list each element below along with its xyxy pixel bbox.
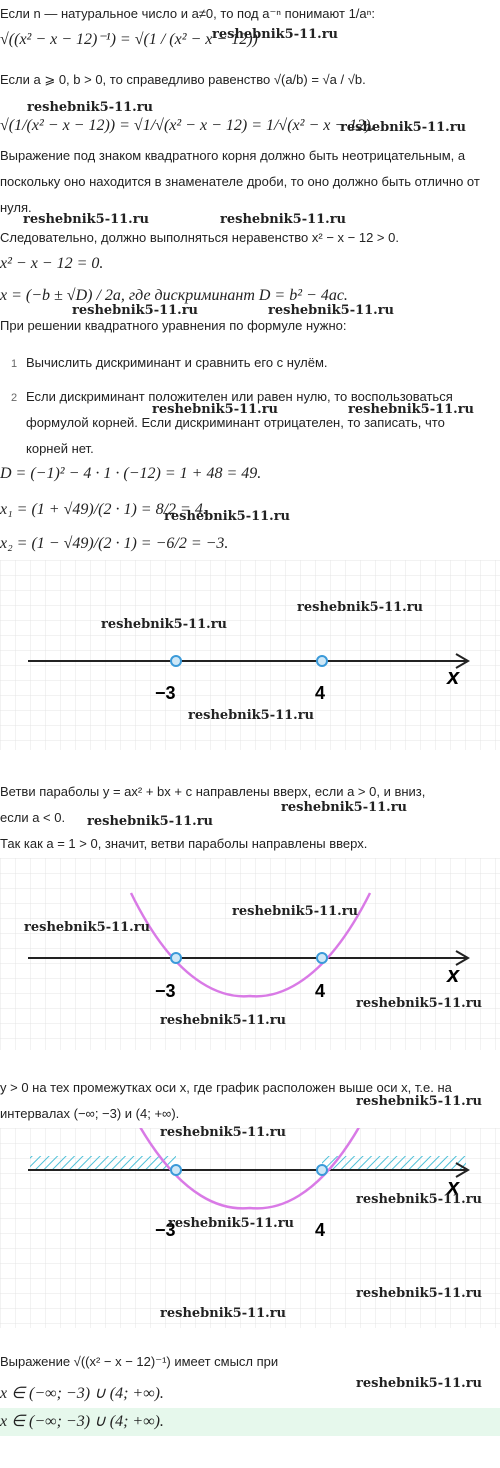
root-x2-calc: x₂ = (1 − √49)/(2 · 1) = −6/2 = −3.	[0, 535, 229, 552]
watermark: reshebnik5-11.ru	[160, 1125, 287, 1140]
watermark: reshebnik5-11.ru	[164, 509, 291, 524]
label-minus-3: −3	[155, 683, 176, 703]
point-4	[317, 656, 327, 666]
positive-rule-1: y > 0 на тех промежутках оси x, где график расположен выше оси x, т.е. на	[0, 1080, 452, 1095]
point-minus-3	[171, 656, 181, 666]
label-minus-3: −3	[155, 981, 176, 1001]
root-x1-calc: x₁ = (1 + √49)/(2 · 1) = 8/2 = 4.	[0, 501, 207, 518]
step-1-number: 1	[11, 358, 18, 370]
point-4	[317, 1165, 327, 1175]
watermark: reshebnik5-11.ru	[212, 27, 339, 42]
watermark: reshebnik5-11.ru	[356, 1094, 483, 1109]
watermark: reshebnik5-11.ru	[356, 1376, 483, 1391]
positive-rule-2: интервалах (−∞; −3) и (4; +∞).	[0, 1106, 180, 1121]
expression-rewrite: √((x² − x − 12)⁻¹) = √(1 / (x² − x − 12))	[0, 31, 258, 48]
step-2-number: 2	[11, 392, 18, 404]
inequality-intro: Следовательно, должно выполняться неравенство x² − x − 12 > 0.	[0, 230, 399, 245]
watermark: reshebnik5-11.ru	[356, 1286, 483, 1301]
root-rule-apply: √(1/(x² − x − 12)) = √1/√(x² − x − 12) = 1/√(x² − x − 12).	[0, 117, 375, 134]
watermark: reshebnik5-11.ru	[356, 996, 483, 1011]
answer-text: x ∈ (−∞; −3) ∪ (4; +∞).	[0, 1413, 164, 1430]
label-4: 4	[315, 981, 326, 1001]
label-4: 4	[315, 1220, 326, 1240]
axis-label-x: x	[447, 962, 460, 987]
step-1-text: Вычислить дискриминант и сравнить его с нулём.	[26, 355, 328, 370]
watermark: reshebnik5-11.ru	[340, 120, 467, 135]
watermark: reshebnik5-11.ru	[24, 920, 151, 935]
explanation-text: Выражение под знаком квадратного корня должно быть неотрицательным, а поскольку оно находится в знаменателе дроби, то оно должно быть отлично от нуля.	[0, 148, 480, 215]
watermark: reshebnik5-11.ru	[160, 1013, 287, 1028]
watermark: reshebnik5-11.ru	[101, 617, 228, 632]
watermark: reshebnik5-11.ru	[152, 402, 279, 417]
roots-formula: x = (−b ± √D) / 2a, где дискриминант D = b² − 4ac.	[0, 287, 348, 304]
point-minus-3	[171, 1165, 181, 1175]
watermark: reshebnik5-11.ru	[356, 1192, 483, 1207]
root-rule-intro: Если a ⩾ 0, b > 0, то справедливо равенство √(a/b) = √a / √b.	[0, 72, 366, 87]
hatched-interval-left	[30, 1156, 176, 1170]
solution-set: x ∈ (−∞; −3) ∪ (4; +∞).	[0, 1385, 164, 1402]
solve-intro: При решении квадратного уравнения по формуле нужно:	[0, 318, 347, 333]
label-minus-3: −3	[155, 1220, 176, 1240]
watermark: reshebnik5-11.ru	[27, 100, 154, 115]
hatched-interval-right	[322, 1156, 466, 1170]
label-4: 4	[315, 683, 326, 703]
branches-up: Так как a = 1 > 0, значит, ветви параболы направлены вверх.	[0, 836, 368, 851]
watermark: reshebnik5-11.ru	[348, 402, 475, 417]
expression-meaning: Выражение √((x² − x − 12)⁻¹) имеет смысл при	[0, 1354, 279, 1369]
axis-label-x: x	[447, 1174, 460, 1199]
watermark: reshebnik5-11.ru	[268, 303, 395, 318]
watermark: reshebnik5-11.ru	[188, 708, 315, 723]
watermark: reshebnik5-11.ru	[160, 1306, 287, 1321]
answer-box	[0, 1408, 500, 1436]
watermark: reshebnik5-11.ru	[297, 600, 424, 615]
step-2-text: Если дискриминант положителен или равен нулю, то воспользоваться формулой корней. Если дискриминант отрицателен, то записать, что корней нет.	[26, 389, 453, 456]
watermark: reshebnik5-11.ru	[87, 814, 214, 829]
watermark: reshebnik5-11.ru	[168, 1216, 295, 1231]
axis-label-x: x	[447, 664, 460, 689]
def-negative-power: Если n — натуральное число и a≠0, то под a⁻ⁿ понимают 1/aⁿ:	[0, 6, 375, 21]
discriminant-calc: D = (−1)² − 4 · 1 · (−12) = 1 + 48 = 49.	[0, 465, 262, 482]
watermark: reshebnik5-11.ru	[232, 904, 359, 919]
watermark: reshebnik5-11.ru	[72, 303, 199, 318]
point-minus-3	[171, 953, 181, 963]
watermark: reshebnik5-11.ru	[220, 212, 347, 227]
branches-rule-1: Ветви параболы y = ax² + bx + c направлены вверх, если a > 0, и вниз,	[0, 784, 426, 799]
watermark: reshebnik5-11.ru	[281, 800, 408, 815]
watermark: reshebnik5-11.ru	[23, 212, 150, 227]
branches-rule-2: если a < 0.	[0, 810, 66, 825]
point-4	[317, 953, 327, 963]
quadratic-equation: x² − x − 12 = 0.	[0, 255, 104, 272]
